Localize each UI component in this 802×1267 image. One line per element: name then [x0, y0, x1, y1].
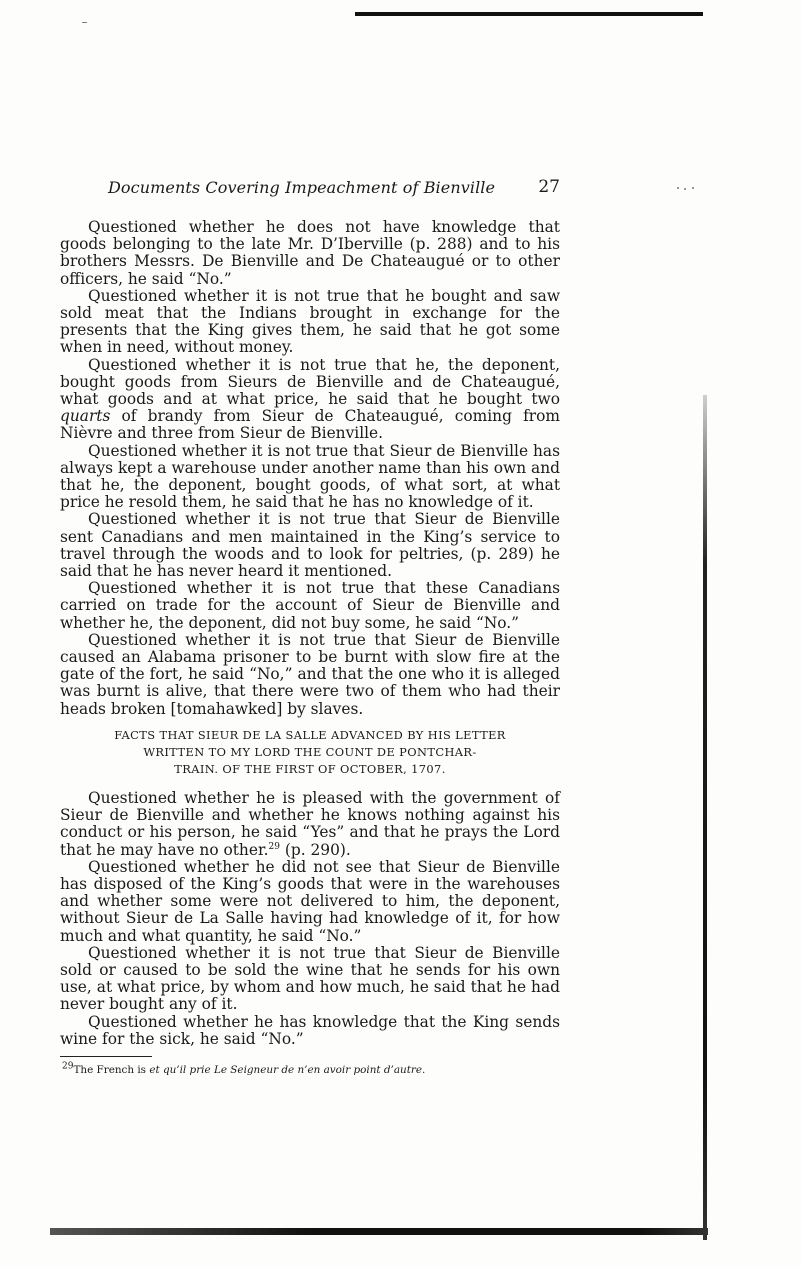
- footnote: [60, 1063, 560, 1077]
- paragraph: Questioned whether he has knowledge that the King sends wine for the sick, he said “No.”: [60, 1012, 560, 1048]
- right-page-edge: [703, 395, 707, 1240]
- scan-speck: [82, 22, 87, 23]
- paragraph: Questioned whether it is not true that Sieur de Bienville caused an Alabama prisoner to be burnt with slow fire at the gate of the fort, he said “No,” and that the one who it is alleged was burnt is alive, that there were two of them who had their heads broken [tomahawked] by slaves.: [60, 630, 560, 718]
- paragraph: Questioned whether he did not see that Sieur de Bienville has disposed of the King’s goods that were in the warehouses and whether some were not delivered to him, the deponent, without Sieur de La Salle having had knowledge of it, for how much and what quantity, he said “No.”: [60, 857, 560, 945]
- footnote-lead: The French is: [73, 1063, 147, 1076]
- paragraph: Questioned whether it is not true that Sieur de Bienville sent Canadians and men maintained in the King’s service to travel through the woods and to look for peltries, (p. 289) he said that he has never heard it mentioned.: [60, 510, 560, 581]
- scan-speck: [677, 187, 679, 189]
- footnote-number: 29: [62, 1061, 74, 1072]
- page-number: 27: [538, 177, 560, 197]
- paragraph-text: Questioned whether it is not true that he, the deponent, bought goods from Sieurs de Bienville and de Chateaugué, what goods and at what price, he said that he bought two: [60, 355, 560, 409]
- scan-speck: [684, 188, 686, 190]
- paragraph: Questioned whether it is not true that he bought and saw sold meat that the Indians brought in exchange for the presents that the King gives them, he said that he got some when in need, without money.: [60, 286, 560, 357]
- section-heading-line: FACTS THAT SIEUR DE LA SALLE ADVANCED BY HIS LETTER: [114, 727, 506, 742]
- running-head: [108, 178, 560, 202]
- footnote-french: et qu’il prie Le Seigneur de n’en avoir point d’autre.: [149, 1063, 426, 1076]
- paragraph: [60, 357, 560, 443]
- italic-term: quarts: [60, 407, 111, 426]
- paragraph: Questioned whether it is not true that Sieur de Bienville has always kept a warehouse under another name than his own and that he, the deponent, bought goods, of what sort, at what price he resold them, he said that he has no knowledge of it.: [60, 441, 560, 512]
- section-heading-line: TRAIN. OF THE FIRST OF OCTOBER, 1707.: [174, 761, 446, 776]
- footnote-divider: [60, 1056, 152, 1057]
- scan-speck: [692, 187, 694, 189]
- body-text: [60, 219, 560, 1077]
- paragraph-text: Questioned whether he is pleased with the government of Sieur de Bienville and whether he knows nothing against his conduct or his person, he said “Yes” and that he prays the Lord that he may have no other.: [60, 788, 560, 859]
- paragraph: Questioned whether he does not have knowledge that goods belonging to the late Mr. D’Iberville (p. 288) and to his brothers Messrs. De Bienville and De Chateaugué or to other officers, he said “No.”: [60, 218, 560, 288]
- section-heading-line: WRITTEN TO MY LORD THE COUNT DE PONTCHAR-: [143, 744, 477, 759]
- paragraph: Questioned whether it is not true that Sieur de Bienville sold or caused to be sold the wine that he sends for his own use, at what price, by whom and how much, he said that he had never bought any of it.: [60, 943, 560, 1014]
- paragraph-text: of brandy from Sieur de Chateaugué, coming from Nièvre and three from Sieur de Bienville.: [60, 407, 560, 443]
- section-heading: [60, 727, 560, 778]
- running-title: Documents Covering Impeachment of Bienville: [108, 178, 496, 197]
- paragraph: Questioned whether it is not true that these Canadians carried on trade for the account of Sieur de Bienville and whether he, the deponent, did not buy some, he said “No.”: [60, 579, 560, 632]
- paragraph: [60, 790, 560, 859]
- bottom-edge-rule: [50, 1228, 708, 1235]
- top-edge-rule: [355, 12, 703, 16]
- paragraph-text: (p. 290).: [279, 840, 351, 859]
- footnote-ref: 29: [268, 841, 280, 852]
